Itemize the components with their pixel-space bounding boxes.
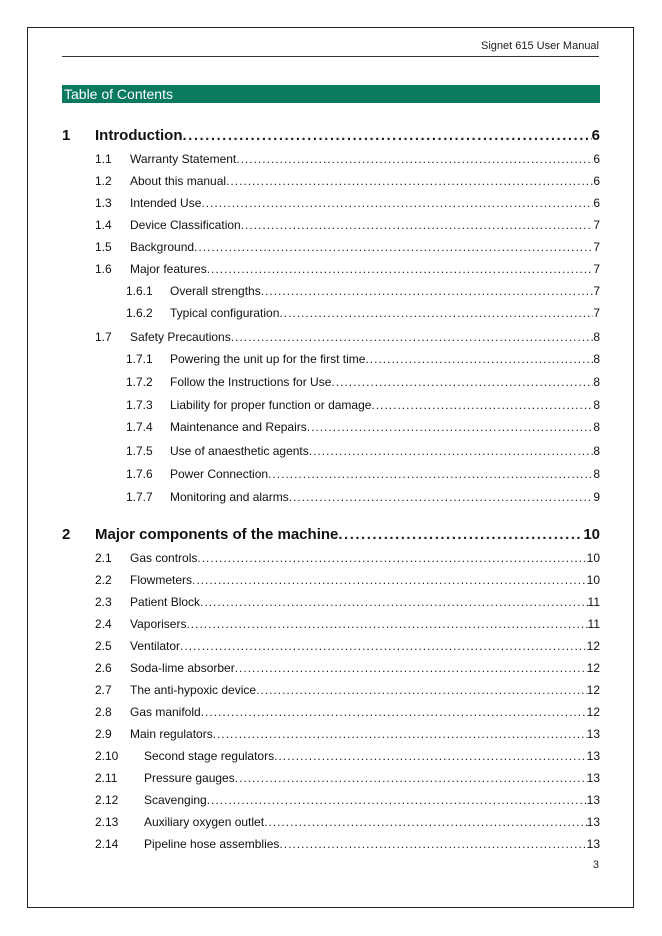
toc-entry-number: 2.8 [95, 705, 112, 719]
toc-entry-number: 1.5 [95, 240, 112, 254]
toc-entry-page: 7 [593, 240, 600, 254]
toc-entry[interactable] [62, 444, 600, 458]
toc-entry-title: Scavenging [144, 793, 207, 807]
toc-entry-title: Major components of the machine [95, 526, 339, 543]
toc-dot-leader [182, 127, 591, 144]
toc-dot-leader [309, 444, 594, 458]
toc-dot-leader [279, 306, 593, 320]
toc-entry[interactable] [62, 837, 600, 851]
toc-entry-number: 1 [62, 127, 71, 144]
toc-entry-number: 2.4 [95, 617, 112, 631]
toc-entry[interactable] [62, 330, 600, 344]
toc-entry-number: 1.6.2 [126, 306, 153, 320]
toc-entry[interactable] [62, 551, 600, 565]
toc-entry-number: 1.2 [95, 174, 112, 188]
toc-entry[interactable] [62, 705, 600, 719]
toc-dot-leader [371, 398, 593, 412]
page-number: 3 [592, 859, 599, 871]
toc-entry-number: 2.7 [95, 683, 112, 697]
toc-entry[interactable] [62, 771, 600, 785]
toc-entry-number: 2.10 [95, 749, 119, 763]
toc-entry[interactable] [62, 595, 600, 609]
toc-entry[interactable] [62, 639, 600, 653]
toc-dot-leader [200, 595, 587, 609]
toc-entry-page: 7 [593, 262, 600, 276]
toc-entry-title: Flowmeters [130, 573, 193, 587]
toc-entry-number: 1.1 [95, 152, 112, 166]
toc-entry-title: Gas controls [130, 551, 198, 565]
toc-entry[interactable] [62, 174, 600, 188]
toc-entry-number: 1.7 [95, 330, 112, 344]
toc-entry-number: 2.11 [95, 771, 118, 785]
toc-dot-leader [213, 727, 587, 741]
toc-dot-leader [235, 661, 587, 675]
toc-entry[interactable] [62, 467, 600, 481]
toc-entry-number: 1.7.1 [126, 352, 153, 366]
toc-entry[interactable] [62, 683, 600, 697]
toc-dot-leader [279, 837, 586, 851]
toc-entry[interactable] [62, 398, 600, 412]
toc-entry-number: 2.13 [95, 815, 119, 829]
toc-dot-leader [194, 240, 593, 254]
toc-dot-leader [207, 262, 594, 276]
toc-entry-title: Soda-lime absorber [130, 661, 235, 675]
toc-entry-page: 8 [593, 375, 600, 389]
toc-entry-page: 8 [593, 352, 600, 366]
toc-entry[interactable] [62, 490, 600, 504]
toc-entry-number: 2.14 [95, 837, 119, 851]
toc-entry-page: 8 [593, 420, 600, 434]
toc-entry-title: Second stage regulators [144, 749, 275, 763]
toc-entry-page: 12 [586, 683, 600, 697]
toc-entry-title: Pipeline hose assemblies [144, 837, 280, 851]
toc-entry-title: Warranty Statement [130, 152, 237, 166]
toc-entry-title: The anti-hypoxic device [130, 683, 257, 697]
toc-entry-page: 13 [586, 793, 600, 807]
toc-entry-number: 1.6 [95, 262, 112, 276]
toc-entry-title: Patient Block [130, 595, 201, 609]
toc-entry-page: 13 [586, 771, 600, 785]
toc-entry-page: 12 [586, 705, 600, 719]
toc-entry-number: 2.6 [95, 661, 112, 675]
toc-entry-page: 8 [593, 330, 600, 344]
toc-dot-leader [365, 352, 593, 366]
toc-entry-page: 13 [586, 815, 600, 829]
toc-entry-title: Safety Precautions [130, 330, 231, 344]
toc-entry-number: 1.7.2 [126, 375, 153, 389]
toc-dot-leader [186, 617, 587, 631]
toc-entry-title: Major features [130, 262, 207, 276]
toc-entry-page: 13 [586, 727, 600, 741]
toc-entry-title: Powering the unit up for the first time [170, 352, 366, 366]
toc-entry-page: 12 [586, 639, 600, 653]
toc-entry-number: 2.9 [95, 727, 112, 741]
toc-entry-title: Background [130, 240, 195, 254]
toc-entry-number: 1.3 [95, 196, 112, 210]
toc-entry-title: Auxiliary oxygen outlet [144, 815, 265, 829]
toc-entry-title: Vaporisers [130, 617, 187, 631]
toc-entry-page: 8 [593, 398, 600, 412]
toc-entry-page: 10 [583, 526, 600, 543]
toc-entry-title: Ventilator [130, 639, 181, 653]
toc-dot-leader [268, 467, 593, 481]
toc-entry[interactable] [62, 127, 600, 144]
toc-entry[interactable] [62, 262, 600, 276]
toc-dot-leader [274, 749, 587, 763]
toc-entry-number: 2.5 [95, 639, 112, 653]
toc-entry-number: 1.7.4 [126, 420, 153, 434]
toc-entry[interactable] [62, 284, 600, 298]
toc-entry[interactable] [62, 526, 600, 543]
toc-entry-page: 13 [586, 749, 600, 763]
toc-entry-page: 13 [586, 837, 600, 851]
running-header: Signet 615 User Manual [480, 40, 599, 52]
toc-entry[interactable] [62, 306, 600, 320]
toc-dot-leader [226, 174, 593, 188]
toc-dot-leader [289, 490, 594, 504]
toc-entry-page: 6 [593, 196, 600, 210]
toc-entry-number: 2.2 [95, 573, 112, 587]
toc-entry[interactable] [62, 793, 600, 807]
toc-entry-page: 9 [593, 490, 600, 504]
toc-entry[interactable] [62, 218, 600, 232]
toc-dot-leader [236, 152, 593, 166]
toc-entry-page: 8 [593, 467, 600, 481]
toc-dot-leader [192, 573, 587, 587]
toc-entry-title: Pressure gauges [144, 771, 235, 785]
toc-entry[interactable] [62, 727, 600, 741]
toc-entry[interactable] [62, 375, 600, 389]
toc-entry-title: Gas manifold [130, 705, 201, 719]
toc-entry-title: Follow the Instructions for Use [170, 375, 332, 389]
toc-entry-title: Introduction [95, 127, 183, 144]
toc-entry[interactable] [62, 815, 600, 829]
toc-entry-page: 11 [587, 617, 600, 631]
toc-entry-title: Typical configuration [170, 306, 280, 320]
toc-entry-title: Maintenance and Repairs [170, 420, 307, 434]
toc-entry[interactable] [62, 661, 600, 675]
toc-entry-page: 8 [593, 444, 600, 458]
toc-entry-number: 1.7.7 [126, 490, 153, 504]
toc-entry-page: 6 [593, 152, 600, 166]
toc-entry-number: 1.7.3 [126, 398, 153, 412]
toc-entry-page: 12 [586, 661, 600, 675]
toc-entry-number: 1.4 [95, 218, 112, 232]
toc-dot-leader [231, 330, 594, 344]
toc-entry-title: Overall strengths [170, 284, 261, 298]
toc-entry-number: 2.3 [95, 595, 112, 609]
toc-entry-number: 1.7.5 [126, 444, 153, 458]
toc-entry-page: 11 [587, 595, 600, 609]
toc-entry[interactable] [62, 420, 600, 434]
toc-entry-page: 7 [593, 218, 600, 232]
toc-dot-leader [264, 815, 587, 829]
toc-entry-title: Intended Use [130, 196, 202, 210]
toc-dot-leader [207, 793, 587, 807]
toc-entry-page: 7 [593, 306, 600, 320]
toc-dot-leader [180, 639, 587, 653]
toc-entry[interactable] [62, 573, 600, 587]
toc-entry[interactable] [62, 240, 600, 254]
toc-dot-leader [256, 683, 587, 697]
toc-entry-page: 6 [591, 127, 600, 144]
toc-entry[interactable] [62, 196, 600, 210]
toc-entry[interactable] [62, 617, 600, 631]
toc-entry-number: 2.12 [95, 793, 119, 807]
toc-dot-leader [201, 705, 587, 719]
toc-entry-title: Main regulators [130, 727, 213, 741]
toc-dot-leader [197, 551, 586, 565]
toc-heading: Table of Contents [62, 85, 600, 103]
toc-entry-number: 1.7.6 [126, 467, 153, 481]
toc-entry-page: 10 [586, 573, 600, 587]
toc-dot-leader [235, 771, 587, 785]
toc-entry-title: About this manual [130, 174, 227, 188]
toc-entry-number: 2.1 [95, 551, 112, 565]
header-divider [62, 56, 599, 57]
toc-entry-title: Use of anaesthetic agents [170, 444, 309, 458]
toc-entry-title: Liability for proper function or damage [170, 398, 372, 412]
toc-entry-page: 7 [593, 284, 600, 298]
document-page [27, 27, 634, 908]
toc-entry-page: 10 [586, 551, 600, 565]
toc-entry-page: 6 [593, 174, 600, 188]
toc-dot-leader [331, 375, 593, 389]
toc-dot-leader [307, 420, 594, 434]
toc-entry-title: Monitoring and alarms [170, 490, 289, 504]
toc-entry-title: Device Classification [130, 218, 241, 232]
toc-dot-leader [261, 284, 594, 298]
toc-entry-title: Power Connection [170, 467, 269, 481]
toc-dot-leader [201, 196, 593, 210]
toc-entry-number: 1.6.1 [126, 284, 153, 298]
toc-entry-number: 2 [62, 526, 71, 543]
toc-entry[interactable] [62, 352, 600, 366]
toc-dot-leader [241, 218, 594, 232]
toc-entry[interactable] [62, 749, 600, 763]
toc-entry[interactable] [62, 152, 600, 166]
toc-dot-leader [338, 526, 583, 543]
